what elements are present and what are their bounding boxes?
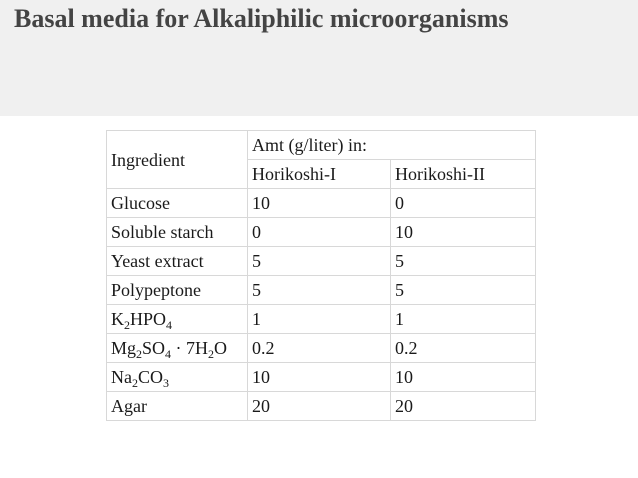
slide-title: Basal media for Alkaliphilic microorganisms: [14, 4, 509, 33]
ingredient-cell: Glucose: [107, 189, 248, 218]
ingredient-cell: Yeast extract: [107, 247, 248, 276]
formula-part: CO: [138, 367, 164, 387]
header-horikoshi-2: Horikoshi-II: [391, 160, 536, 189]
table-row: [107, 276, 536, 305]
table-row: [107, 247, 536, 276]
formula-subscript: 2: [136, 347, 143, 361]
ingredient-cell: Soluble starch: [107, 218, 248, 247]
h2-value-cell: 0.2: [391, 334, 536, 363]
formula-subscript: 2: [124, 318, 130, 332]
header-horikoshi-1: Horikoshi-I: [248, 160, 391, 189]
h2-value-cell: 10: [391, 363, 536, 392]
table-row: [107, 305, 536, 334]
h1-value-cell: 10: [248, 363, 391, 392]
formula-subscript: 4: [166, 318, 173, 332]
ingredient-cell-k2hpo4: [107, 305, 248, 334]
header-ingredient: Ingredient: [107, 131, 248, 189]
formula-part: · 7H: [171, 338, 209, 358]
table-header-row: [107, 131, 536, 160]
formula-subscript: 3: [163, 376, 170, 390]
h1-value-cell: 10: [248, 189, 391, 218]
formula-part: SO: [142, 338, 166, 358]
table-row: [107, 363, 536, 392]
title-band: [0, 0, 638, 116]
h2-value-cell: 1: [391, 305, 536, 334]
media-composition-table: [106, 130, 536, 421]
h1-value-cell: 5: [248, 247, 391, 276]
header-amount: Amt (g/liter) in:: [248, 131, 536, 160]
h2-value-cell: 20: [391, 392, 536, 421]
h1-value-cell: 20: [248, 392, 391, 421]
table-row: [107, 189, 536, 218]
table-row: [107, 392, 536, 421]
ingredient-cell: Polypeptone: [107, 276, 248, 305]
h1-value-cell: 0: [248, 218, 391, 247]
formula-subscript: 4: [165, 347, 172, 361]
formula-subscript: 2: [208, 347, 215, 361]
ingredient-cell: Agar: [107, 392, 248, 421]
h2-value-cell: 10: [391, 218, 536, 247]
h1-value-cell: 5: [248, 276, 391, 305]
formula-part: Na: [111, 367, 132, 387]
h1-value-cell: 1: [248, 305, 391, 334]
table-row: [107, 334, 536, 363]
h2-value-cell: 5: [391, 276, 536, 305]
formula-subscript: 2: [132, 376, 138, 390]
formula-part: HPO: [130, 309, 167, 329]
table-row: [107, 218, 536, 247]
h2-value-cell: 0: [391, 189, 536, 218]
h1-value-cell: 0.2: [248, 334, 391, 363]
ingredient-cell-na2co3: [107, 363, 248, 392]
formula-part: Mg: [111, 338, 137, 358]
ingredient-cell-mgso4: [107, 334, 248, 363]
h2-value-cell: 5: [391, 247, 536, 276]
formula-part: K: [111, 309, 124, 329]
formula-part: O: [214, 338, 228, 358]
